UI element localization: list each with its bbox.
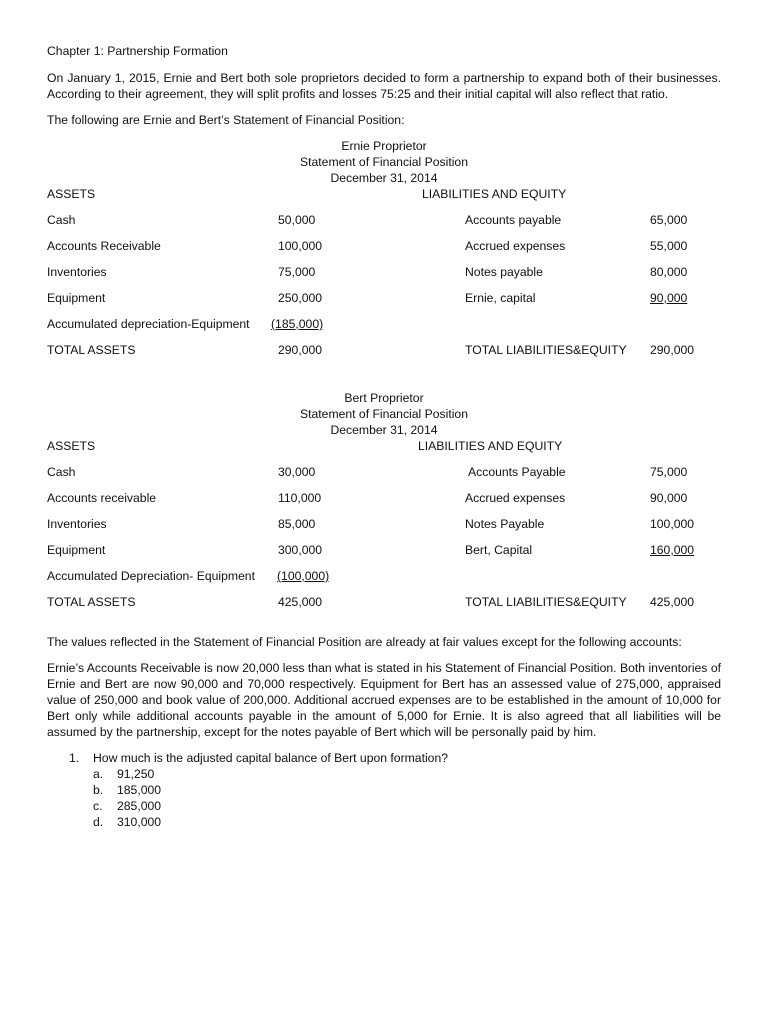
option-value: 185,000 xyxy=(117,783,162,797)
adjustments-paragraph: Ernie’s Accounts Receivable is now 20,000 less than what is stated in his Statement of Financial Position. Both inventories of Ernie and Bert are now 90,000 and 70,000 respectively. Equipment for Bert has an assessed value of 275,000, appraised value of 250,000 and book value of 200,000. Additional accrued expenses are to be established in the amount of 10,000 for Bert only while additional accounts payable in the amount of 5,000 for Ernie. It is also agreed that all liabilities will be assumed by the partnership, except for the notes payable of Bert which will be personally paid by him. xyxy=(47,661,721,739)
statement-name: Bert Proprietor xyxy=(344,391,424,405)
accumulated-depreciation-value: (185,000) xyxy=(271,317,324,331)
asset-label: Equipment xyxy=(47,543,106,557)
table-row xyxy=(47,316,721,342)
lead-in-text: The following are Ernie and Bert’s Statement of Financial Position: xyxy=(47,113,405,127)
option-value: 285,000 xyxy=(117,799,162,813)
totals-row xyxy=(47,594,721,620)
total-assets-label: TOTAL ASSETS xyxy=(47,595,136,609)
statement-subtitle: Statement of Financial Position xyxy=(299,155,468,169)
answer-option xyxy=(47,766,721,782)
option-letter: c. xyxy=(93,799,103,813)
answer-option xyxy=(47,782,721,798)
asset-value: 250,000 xyxy=(278,291,323,305)
asset-value: 30,000 xyxy=(278,465,316,479)
asset-value: 50,000 xyxy=(278,213,316,227)
statement-subtitle: Statement of Financial Position xyxy=(299,407,468,421)
liability-label: Notes payable xyxy=(465,265,543,279)
accumulated-depreciation-label: Accumulated Depreciation- Equipment xyxy=(47,569,255,583)
table-row xyxy=(47,464,721,490)
answer-option xyxy=(47,798,721,814)
fair-value-paragraph: The values reflected in the Statement of Financial Position are already at fair values except for the following accounts: xyxy=(47,635,682,649)
assets-header: ASSETS xyxy=(47,439,96,453)
asset-value: 85,000 xyxy=(278,517,316,531)
asset-label: Inventories xyxy=(47,517,107,531)
option-letter: a. xyxy=(93,767,104,781)
asset-label: Accounts Receivable xyxy=(47,239,161,253)
liability-label: Notes Payable xyxy=(465,517,545,531)
assets-header: ASSETS xyxy=(47,187,96,201)
statement-name: Ernie Proprietor xyxy=(341,139,427,153)
asset-label: Cash xyxy=(47,213,76,227)
table-row xyxy=(47,516,721,542)
total-liabilities-label: TOTAL LIABILITIES&EQUITY xyxy=(465,595,627,609)
asset-value: 75,000 xyxy=(278,265,316,279)
liability-label: Bert, Capital xyxy=(465,543,533,557)
table-row xyxy=(47,212,721,238)
table-row xyxy=(47,568,721,594)
asset-value: 300,000 xyxy=(278,543,323,557)
accumulated-depreciation-label: Accumulated depreciation-Equipment xyxy=(47,317,250,331)
total-liabilities-value: 290,000 xyxy=(650,343,695,357)
option-letter: b. xyxy=(93,783,104,797)
answer-option xyxy=(47,814,721,830)
question-text: How much is the adjusted capital balance of Bert upon formation? xyxy=(93,751,448,765)
total-liabilities-label: TOTAL LIABILITIES&EQUITY xyxy=(465,343,627,357)
capital-value: 160,000 xyxy=(650,543,695,557)
accumulated-depreciation-value: (100,000) xyxy=(277,569,330,583)
table-row xyxy=(47,542,721,568)
liability-label: Accounts payable xyxy=(465,213,562,227)
option-letter: d. xyxy=(93,815,104,829)
asset-value: 110,000 xyxy=(278,491,322,505)
statement-bert xyxy=(47,390,721,620)
statement-ernie xyxy=(47,138,721,368)
table-row xyxy=(47,238,721,264)
asset-label: Accounts receivable xyxy=(47,491,157,505)
intro-paragraph: On January 1, 2015, Ernie and Bert both sole proprietors decided to form a partnership to expand both of their businesses. According to their agreement, they will split profits and losses 75:25 and their initial capital will also reflect that ratio. xyxy=(47,71,721,101)
asset-value: 100,000 xyxy=(278,239,323,253)
total-assets-value: 425,000 xyxy=(278,595,323,609)
question-1 xyxy=(47,750,721,830)
total-assets-label: TOTAL ASSETS xyxy=(47,343,136,357)
option-value: 310,000 xyxy=(117,815,162,829)
statement-date: December 31, 2014 xyxy=(330,171,438,185)
question-number: 1. xyxy=(69,751,80,765)
liability-label: Accrued expenses xyxy=(465,239,566,253)
liability-label: Accounts Payable xyxy=(468,465,566,479)
asset-label: Inventories xyxy=(47,265,107,279)
option-value: 91,250 xyxy=(117,767,155,781)
liability-value: 80,000 xyxy=(650,265,688,279)
liability-value: 55,000 xyxy=(650,239,688,253)
liability-label: Accrued expenses xyxy=(465,491,566,505)
table-row xyxy=(47,490,721,516)
capital-value: 90,000 xyxy=(650,291,688,305)
liabilities-header: LIABILITIES AND EQUITY xyxy=(418,439,563,453)
liability-value: 100,000 xyxy=(650,517,695,531)
liability-value: 75,000 xyxy=(650,465,688,479)
document-page xyxy=(47,43,721,830)
asset-label: Equipment xyxy=(47,291,106,305)
total-liabilities-value: 425,000 xyxy=(650,595,695,609)
table-row xyxy=(47,264,721,290)
liability-label: Ernie, capital xyxy=(465,291,536,305)
totals-row xyxy=(47,342,721,368)
statement-date: December 31, 2014 xyxy=(330,423,438,437)
chapter-title: Chapter 1: Partnership Formation xyxy=(47,44,228,58)
liability-value: 90,000 xyxy=(650,491,688,505)
asset-label: Cash xyxy=(47,465,76,479)
total-assets-value: 290,000 xyxy=(278,343,323,357)
liabilities-header: LIABILITIES AND EQUITY xyxy=(422,187,567,201)
liability-value: 65,000 xyxy=(650,213,688,227)
table-row xyxy=(47,290,721,316)
